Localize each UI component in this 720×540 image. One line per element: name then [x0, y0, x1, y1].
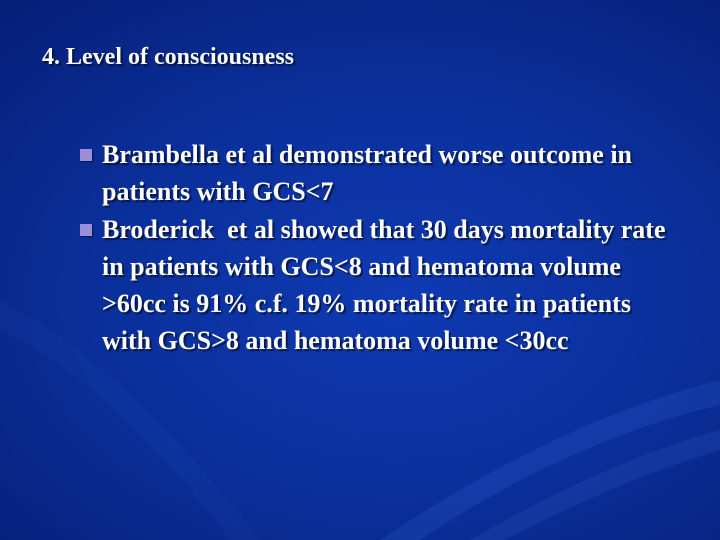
bullet-item: [78, 211, 678, 359]
square-bullet-icon: [80, 149, 92, 161]
bullet-item: [78, 136, 678, 210]
bullet-text: Broderick et al showed that 30 days mortality rate in patients with GCS<8 and hematoma volume >60cc is 91% c.f. 19% mortality rate in patients with GCS>8 and hematoma volume <30cc: [102, 215, 673, 355]
square-bullet-icon: [80, 224, 92, 236]
bullet-text: Brambella et al demonstrated worse outcome in patients with GCS<7: [102, 140, 639, 206]
bullet-list: [78, 136, 678, 360]
slide-title: 4. Level of consciousness: [42, 44, 294, 70]
